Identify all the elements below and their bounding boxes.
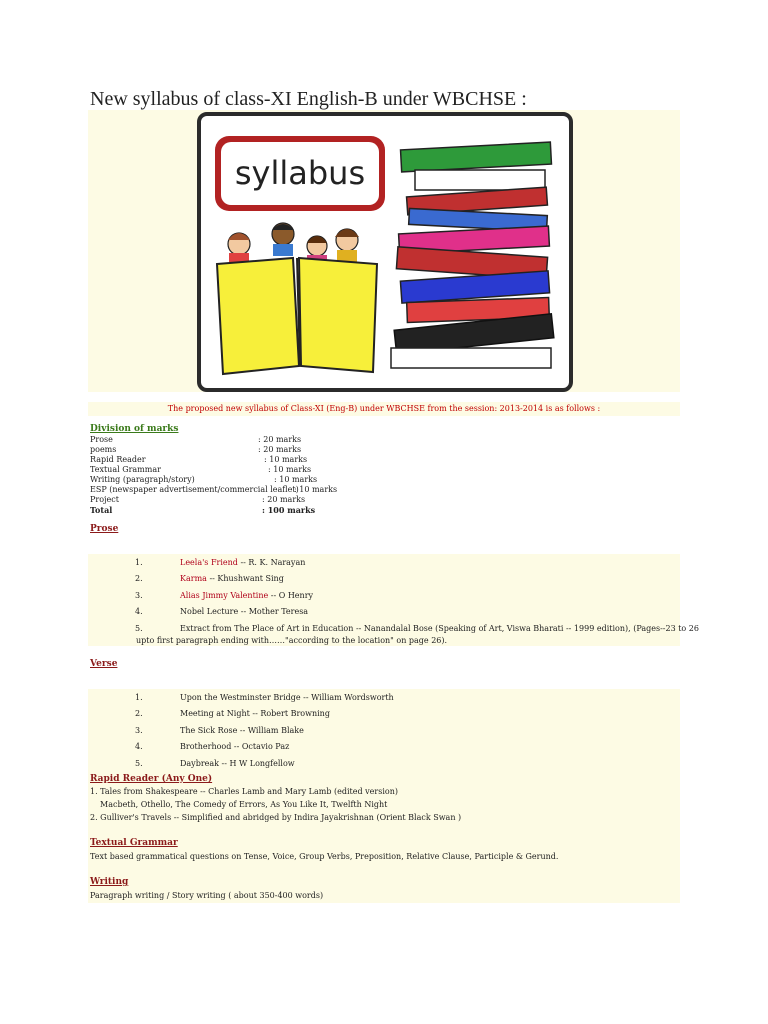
prose-continuation: upto first paragraph ending with……"according to the location" on page 26). — [136, 636, 448, 645]
list-item-number: 3. — [135, 591, 143, 600]
list-item-number: 1. — [135, 693, 143, 702]
division-label: poems — [90, 445, 117, 454]
prose-author: -- R. K. Narayan — [237, 558, 306, 567]
list-item-number: 4. — [135, 742, 143, 751]
verse-heading: Verse — [90, 659, 118, 669]
division-label: Textual Grammar — [90, 465, 161, 474]
division-heading: Division of marks — [90, 424, 179, 434]
list-item-number: 2. — [135, 574, 143, 583]
list-item-number: 4. — [135, 607, 143, 616]
division-value: : 10 marks — [268, 465, 312, 474]
division-value: : 100 marks — [262, 505, 316, 515]
prose-heading: Prose — [90, 524, 119, 534]
rapid-reader-line-1: 1. Tales from Shakespeare -- Charles Lamb and Mary Lamb (edited version) — [90, 787, 398, 796]
prose-author: -- O Henry — [268, 591, 314, 600]
list-item: The Sick Rose -- William Blake — [180, 726, 304, 735]
prose-title-link[interactable]: Leela's Friend — [180, 558, 238, 567]
prose-author: Extract from The Place of Art in Education -- Nanandalal Bose (Speaking of Art, Viswa Bharati -- 1999 edition), (Pages--23 to 26 — [180, 624, 699, 633]
division-value: : 20 marks — [262, 495, 306, 504]
division-value: : 10 marks — [274, 475, 318, 484]
illustration-label: syllabus — [234, 154, 366, 192]
list-item-number: 5. — [135, 624, 143, 633]
division-value: : 10 marks — [264, 455, 308, 464]
division-label: Total — [90, 505, 113, 515]
list-item-number: 2. — [135, 709, 143, 718]
list-item — [180, 624, 699, 633]
syllabus-illustration — [197, 112, 573, 392]
list-item-number: 1. — [135, 558, 143, 567]
prose-author: Nobel Lecture -- Mother Teresa — [180, 607, 309, 616]
list-item — [180, 591, 313, 600]
division-label: Project — [90, 495, 119, 504]
list-item: Upon the Westminster Bridge -- William Wordsworth — [180, 693, 394, 702]
list-item — [180, 558, 305, 567]
division-label: Writing (paragraph/story) — [90, 475, 195, 484]
page-title: New syllabus of class-XI English-B under WBCHSE : — [90, 88, 527, 110]
intro-text: The proposed new syllabus of Class-XI (Eng-B) under WBCHSE from the session: 2013-2014 is as follows : — [88, 402, 680, 416]
rapid-reader-line-3: 2. Gulliver's Travels -- Simplified and abridged by Indira Jayakrishnan (Orient Black Swan ) — [90, 813, 462, 822]
writing-heading: Writing — [90, 877, 129, 887]
division-value: : 10 marks — [294, 485, 338, 494]
rapid-reader-heading: Rapid Reader (Any One) — [90, 774, 213, 784]
division-value: : 20 marks — [258, 445, 302, 454]
list-item: Meeting at Night -- Robert Browning — [180, 709, 330, 718]
writing-text: Paragraph writing / Story writing ( about 350-400 words) — [90, 891, 324, 900]
prose-title-link[interactable]: Karma — [180, 574, 207, 583]
rapid-reader-line-2: Macbeth, Othello, The Comedy of Errors, As You Like It, Twelfth Night — [100, 800, 388, 809]
division-value: : 20 marks — [258, 435, 302, 444]
syllabus-clipart-icon — [201, 116, 569, 388]
list-item: Brotherhood -- Octavio Paz — [180, 742, 290, 751]
prose-title-link[interactable]: Alias Jimmy Valentine — [180, 591, 269, 600]
list-item: Daybreak -- H W Longfellow — [180, 759, 295, 768]
textual-grammar-heading: Textual Grammar — [90, 838, 178, 848]
list-item — [180, 607, 308, 616]
list-item-number: 5. — [135, 759, 143, 768]
division-label: Prose — [90, 435, 113, 444]
prose-author: -- Khushwant Sing — [206, 574, 284, 583]
division-label: ESP (newspaper advertisement/commercial leaflet) — [90, 485, 299, 494]
division-label: Rapid Reader — [90, 455, 146, 464]
list-item-number: 3. — [135, 726, 143, 735]
textual-grammar-text: Text based grammatical questions on Tense, Voice, Group Verbs, Preposition, Relative Clause, Participle & Gerund. — [90, 852, 559, 861]
list-item — [180, 574, 284, 583]
